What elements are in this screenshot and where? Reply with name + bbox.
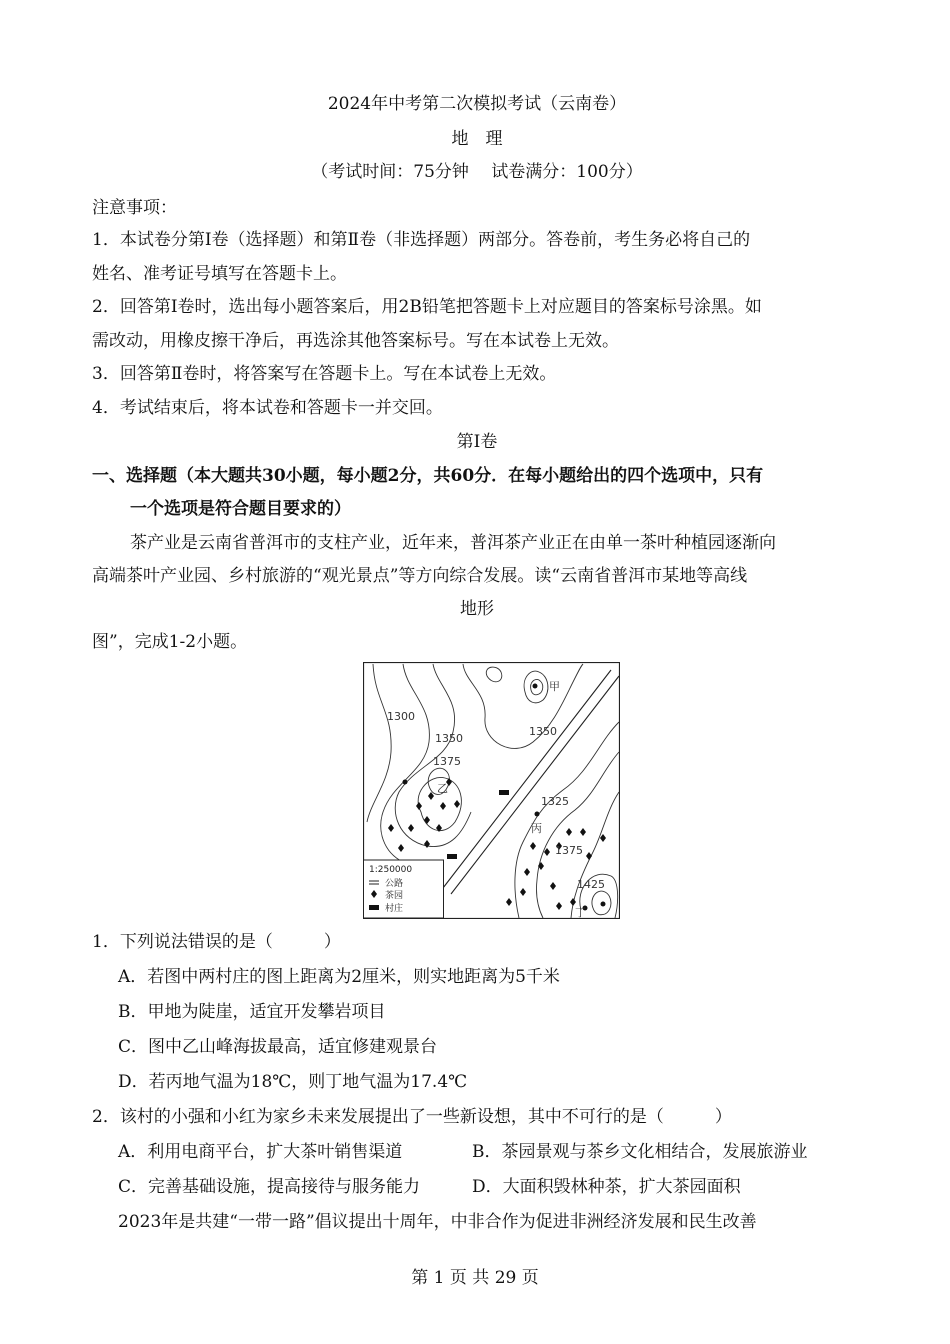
passage-line: 2023年是共建“一带一路”倡议提出十周年，中非合作为促进非洲经济发展和民生改善 [118,1212,757,1232]
place-label: 甲 [549,680,560,693]
map-legend [364,860,444,918]
note-line: 需改动，用橡皮擦干净后，再选涂其他答案标号。写在本试卷上无效。 [92,331,619,351]
note-line: 3．回答第Ⅱ卷时，将答案写在答题卡上。写在本试卷上无效。 [92,364,557,384]
legend-village-icon [369,905,379,910]
question-stem: 2．该村的小强和小红为家乡未来发展提出了一些新设想，其中不可行的是（ ） [92,1107,732,1127]
passage-line: 图”，完成1-2小题。 [92,632,248,652]
passage-line: 茶产业是云南省普洱市的支柱产业，近年来，普洱茶产业正在由单一茶叶种植园逐渐向 [130,533,776,553]
question-stem: 1．下列说法错误的是（ ） [92,932,341,952]
contour-label: 1350 [529,725,557,738]
contour-label: 1350 [435,732,463,745]
question-option: A．利用电商平台，扩大茶叶销售渠道 [118,1142,403,1162]
note-line: 4．考试结束后，将本试卷和答题卡一并交回。 [92,398,443,418]
question-option: D．大面积毁林种茶，扩大茶园面积 [472,1177,741,1197]
contour-label: 1300 [387,710,415,723]
point-marker [535,812,540,817]
contour-label: 1325 [541,795,569,808]
point-marker [533,684,538,689]
question-option: C．完善基础设施，提高接待与服务能力 [118,1177,421,1197]
legend-scale: 1:250000 [369,865,413,875]
option-row [118,1175,858,1199]
village-marker [447,854,457,859]
question-option: B．甲地为陡崖，适宜开发攀岩项目 [118,1002,386,1022]
legend-road: 公路 [385,879,404,889]
subject-title: 地 理 [451,129,503,149]
contour-label: 1425 [577,878,605,891]
exam-info: （考试时间：75分钟 试卷满分：100分） [311,162,643,182]
point-marker [403,780,408,785]
passage-line: 高端茶叶产业园、乡村旅游的“观光景点”等方向综合发展。读“云南省普洱市某地等高线 [92,566,748,586]
question-option: A．若图中两村庄的图上距离为2厘米，则实地距离为5千米 [118,967,560,987]
place-label: 丙 [531,822,542,835]
question-option: B．茶园景观与茶乡文化相结合，发展旅游业 [472,1142,808,1162]
place-label: 丁 [575,906,586,919]
note-line: 1．本试卷分第Ⅰ卷（选择题）和第Ⅱ卷（非选择题）两部分。答卷前，考生务必将自己的 [92,230,751,250]
question-option: D．若丙地气温为18℃，则丁地气温为17.4℃ [118,1072,468,1092]
legend-village: 村庄 [385,904,404,914]
section-heading-cont: 一个选项是符合题目要求的） [130,499,351,519]
note-line: 姓名、准考证号填写在答题卡上。 [92,264,347,284]
note-line: 2．回答第Ⅰ卷时，选出每小题答案后，用2B铅笔把答题卡上对应题目的答案标号涂黑。如 [92,297,762,317]
notes-heading: 注意事项： [92,198,177,218]
legend-tea: 茶园 [385,891,404,901]
passage-line: 地形 [460,599,494,619]
contour-label: 1375 [555,844,583,857]
exam-title: 2024年中考第二次模拟考试（云南卷） [327,94,627,114]
question-option: C．图中乙山峰海拔最高，适宜修建观景台 [118,1037,438,1057]
village-marker [499,790,509,795]
point-marker [601,902,606,907]
volume-title: 第Ⅰ卷 [456,432,498,452]
option-row [118,1140,858,1164]
place-label: 乙 [437,782,448,795]
contour-map [363,662,620,919]
page-footer: 第 1 页 共 29 页 [411,1268,539,1288]
contour-label: 1375 [433,755,461,768]
section-heading: 一、选择题（本大题共30小题，每小题2分，共60分．在每小题给出的四个选项中，只有 [92,466,764,486]
